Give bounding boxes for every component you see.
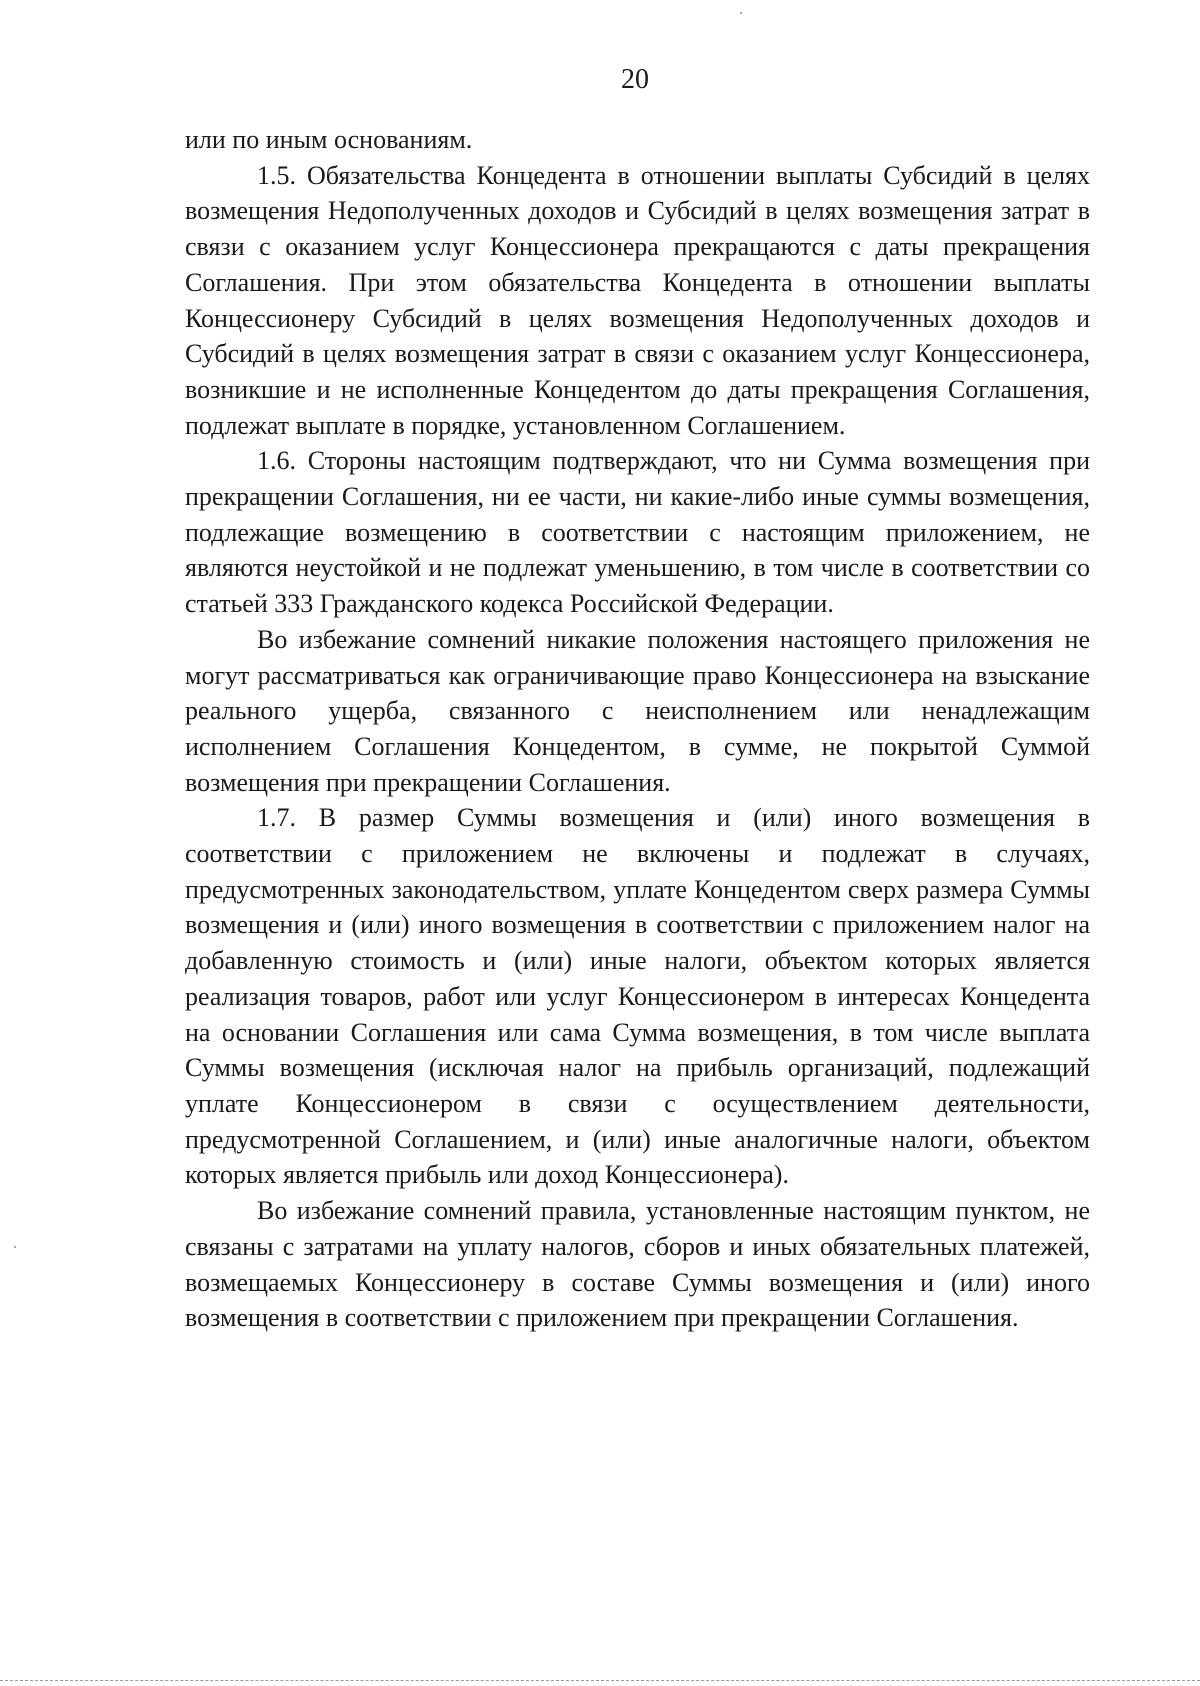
paragraph-1-6-clarification: Во избежание сомнений никакие положения настоящего приложения не могут рассматриваться как ограничивающие право Концессионера на взыскание реального ущерба, связанного с неисполнением или ненадлежащим исполнением Соглашения Концедентом, в сумме, не покрытой Суммой возмещения при прекращении Соглашения.: [185, 624, 1090, 797]
paragraph-1-6: 1.6. Стороны настоящим подтверждают, что ни Сумма возмещения при прекращении Соглашения, ни ее части, ни какие-либо иные суммы возмещения, подлежащие возмещению в соответствии с настоящим приложением, не являются неустойкой и не подлежат уменьшению, в том числе в соответствии со статьей 333 Гражданского кодекса Российской Федерации.: [185, 446, 1090, 619]
scan-speck: [740, 12, 742, 14]
document-body: [185, 122, 1090, 1336]
paragraph-1-5: 1.5. Обязательства Концедента в отношении выплаты Субсидий в целях возмещения Недополученных доходов и Субсидий в целях возмещения затрат в связи с оказанием услуг Концессионера прекращаются с даты прекращения Соглашения. При этом обязательства Концедента в отношении выплаты Концессионеру Субсидий в целях возмещения Недополученных доходов и Субсидий в целях возмещения затрат в связи с оказанием услуг Концессионера, возникшие и не исполненные Концедентом до даты прекращения Соглашения, подлежат выплате в порядке, установленном Соглашением.: [185, 160, 1090, 440]
paragraph-continuation: или по иным основаниям.: [185, 125, 473, 154]
paragraph-1-7-clarification: Во избежание сомнений правила, установленные настоящим пунктом, не связаны с затратами на уплату налогов, сборов и иных обязательных платежей, возмещаемых Концессионеру в составе Суммы возмещения и (или) иного возмещения в соответствии с приложением при прекращении Соглашения.: [185, 1196, 1090, 1333]
paragraph-1-7: 1.7. В размер Суммы возмещения и (или) иного возмещения в соответствии с приложением не включены и подлежат в случаях, предусмотренных законодательством, уплате Концедентом сверх размера Суммы возмещения и (или) иного возмещения в соответствии с приложением налог на добавленную стоимость и (или) иные налоги, объектом которых является реализация товаров, работ или услуг Концессионером в интересах Концедента на основании Соглашения или сама Сумма возмещения, в том числе выплата Суммы возмещения (исключая налог на прибыль организаций, подлежащий уплате Концессионером в связи с осуществлением деятельности, предусмотренной Соглашением, и (или) иные аналогичные налоги, объектом которых является прибыль или доход Концессионера).: [185, 803, 1090, 1190]
scan-edge-line: [0, 1680, 1200, 1681]
page-number: 20: [621, 64, 649, 95]
scan-speck: [14, 1246, 16, 1248]
